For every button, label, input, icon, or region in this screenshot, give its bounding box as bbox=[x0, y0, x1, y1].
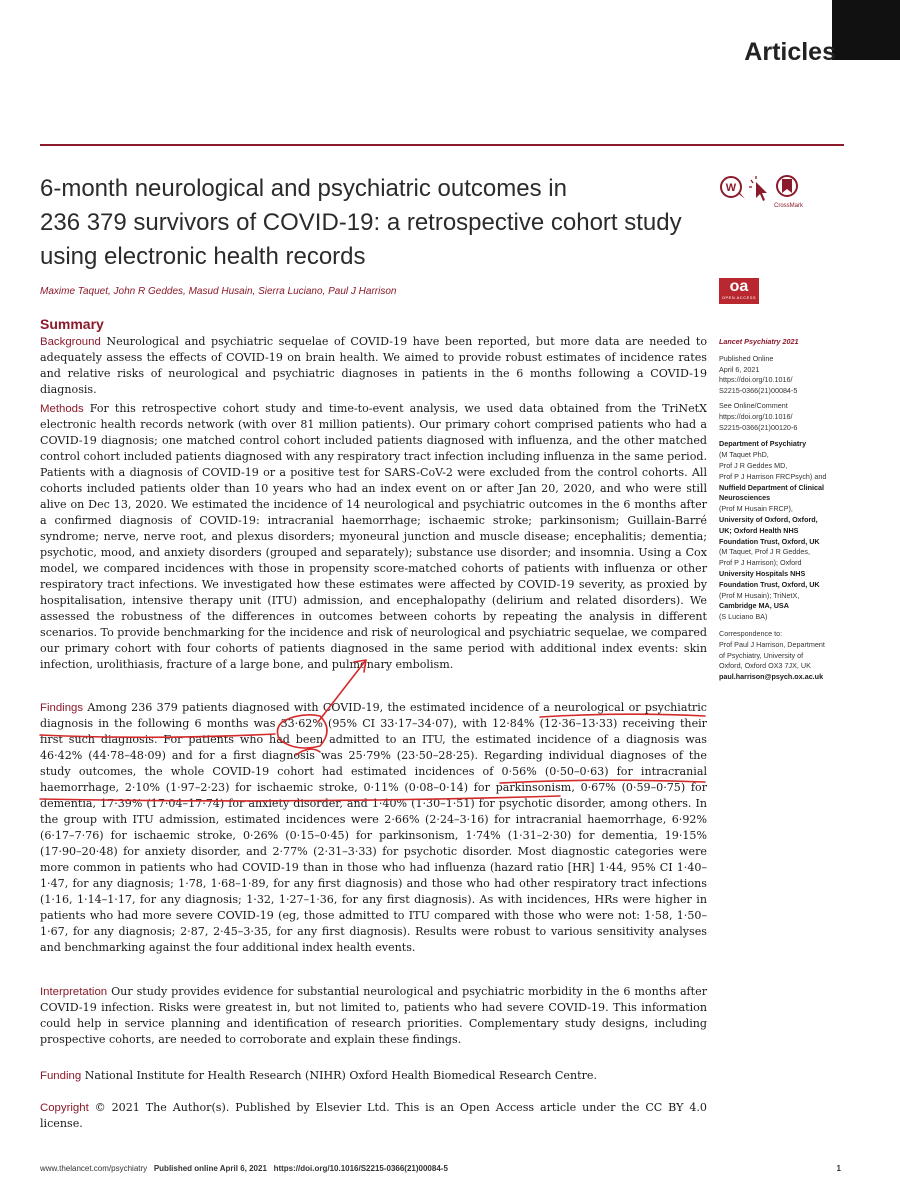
affiliation-line: (Prof M Husain); TriNetX, bbox=[719, 590, 800, 600]
crossmark-label: CrossMark bbox=[774, 203, 804, 209]
affiliation-line: (Prof M Husain FRCP), bbox=[719, 504, 793, 514]
copyright-label: Copyright bbox=[40, 1102, 89, 1114]
interpretation-label: Interpretation bbox=[40, 986, 108, 998]
findings-paragraph bbox=[40, 700, 707, 956]
affiliation-line: University Hospitals NHS bbox=[719, 568, 806, 578]
sidebar-citation bbox=[719, 337, 849, 683]
affiliation-line: Cambridge MA, USA bbox=[719, 601, 789, 611]
see-comment-label: See Online/Comment bbox=[719, 400, 788, 410]
correspondence-line: Prof Paul J Harrison, Department bbox=[719, 639, 825, 649]
methods-label: Methods bbox=[40, 403, 84, 415]
affiliations bbox=[719, 439, 849, 623]
affiliation-line: Foundation Trust, Oxford, UK bbox=[719, 579, 820, 589]
authors: Maxime Taquet, John R Geddes, Masud Husain, Sierra Luciano, Paul J Harrison bbox=[40, 286, 397, 297]
correspondence-line: Oxford, Oxford OX3 7JX, UK bbox=[719, 661, 811, 671]
affiliation-line: Prof J R Geddes MD, bbox=[719, 460, 788, 470]
oa-sub-label: OPEN ACCESS bbox=[721, 295, 757, 300]
copyright-text: © 2021 The Author(s). Published by Elsevier Ltd. This is an Open Access article under the CC BY 4.0 license. bbox=[40, 1101, 707, 1130]
findings-label: Findings bbox=[40, 702, 84, 714]
crossmark-icon[interactable] bbox=[777, 176, 797, 196]
published-label: Published Online bbox=[719, 353, 774, 363]
published-date: April 6, 2021 bbox=[719, 364, 760, 374]
findings-text: Among 236 379 patients diagnosed with COVID-19, the estimated incidence of a neurological or psychiatric diagnosis in the following 6 months was 33·62% (95% CI 33·17–34·07), with 12·84% (12·36–13·33) receiving their first such diagnosis. For patients who had been admitted to an ITU, the estimated incidence of a diagnosis was 46·42% (44·78–48·09) and for a first diagnosis was 25·79% (23·50–28·25). Regarding individual diagnoses of the study outcomes, the whole COVID-19 cohort had estimated incidences of 0·56% (0·50–0·63) for intracranial haemorrhage, 2·10% (1·97–2·23) for ischaemic stroke, 0·11% (0·08–0·14) for parkinsonism, 0·67% (0·59–0·75) for dementia, 17·39% (17·04–17·74) for anxiety disorder, and 1·40% (1·30–1·51) for psychotic disorder, among others. In the group with ITU admission, estimated incidences were 2·66% (2·24–3·16) for intracranial haemorrhage, 6·92% (6·17–7·76) for ischaemic stroke, 0·26% (0·15–0·45) for parkinsonism, 1·74% (1·31–2·30) for dementia, 19·15% (17·90–20·48) for anxiety disorder, and 2·77% (2·31–3·33) for psychotic disorder. Most diagnostic categories were more common in patients who had COVID-19 than in those who had influenza (hazard ratio [HR] 1·44, 95% CI 1·40–1·47, for any diagnosis; 1·78, 1·68–1·89, for any first diagnosis) and those who had other respiratory tract infections (1·16, 1·14–1·17, for any diagnosis; 1·32, 1·27–1·36, for any first diagnosis). As with incidences, HRs were higher in patients who had more severe COVID-19 (eg, those admitted to ITU compared with those who were not: 1·58, 1·50–1·67, for any diagnosis; 2·87, 2·45–3·35, for any first diagnosis). Results were robust to various sensitivity analyses and benchmarking against the four additional index health events. bbox=[40, 701, 707, 954]
affiliation-line: Neurosciences bbox=[719, 493, 771, 503]
affiliation-line: Nuffield Department of Clinical bbox=[719, 482, 825, 492]
footer-site[interactable]: www.thelancet.com/psychiatry bbox=[40, 1164, 148, 1173]
title-line: 236 379 survivors of COVID-19: a retrospective cohort study bbox=[40, 209, 682, 236]
page-edge-tab bbox=[832, 0, 900, 60]
correspondence-label: Correspondence to: bbox=[719, 628, 783, 638]
title-line: 6-month neurological and psychiatric outcomes in bbox=[40, 175, 567, 202]
summary-heading: Summary bbox=[40, 316, 104, 332]
cursor-icon[interactable] bbox=[749, 176, 767, 201]
oa-label: oa bbox=[729, 278, 749, 295]
doi-link-part[interactable]: https://doi.org/10.1016/ bbox=[719, 375, 793, 385]
article-title bbox=[40, 172, 720, 274]
affiliation-line: UK; Oxford Health NHS bbox=[719, 525, 799, 535]
section-label: Articles bbox=[744, 38, 836, 66]
copyright-paragraph bbox=[40, 1100, 707, 1132]
comment-icon[interactable] bbox=[721, 177, 745, 199]
affiliation-line: Foundation Trust, Oxford, UK bbox=[719, 536, 820, 546]
correspondence-line: of Psychiatry, University of bbox=[719, 650, 804, 660]
correspondence-email[interactable]: paul.harrison@psych.ox.ac.uk bbox=[719, 672, 824, 682]
journal-citation: Lancet Psychiatry 2021 bbox=[719, 337, 799, 346]
background-label: Background bbox=[40, 336, 101, 348]
footer-published: Published online April 6, 2021 bbox=[153, 1164, 267, 1173]
page-footer bbox=[40, 1164, 845, 1173]
affiliation-line: (M Taquet PhD, bbox=[719, 450, 769, 460]
funding-text: National Institute for Health Research (NIHR) Oxford Health Biomedical Research Centre. bbox=[84, 1069, 597, 1082]
funding-paragraph bbox=[40, 1068, 707, 1084]
page-number: 1 bbox=[836, 1164, 841, 1173]
interpretation-text: Our study provides evidence for substantial neurological and psychiatric morbidity in the 6 months after COVID-19 infection. Risks were greatest in, but not limited to, patients who had severe COVID-19. This information could help in service planning and identification of research priorities. Complementary study designs, including prospective cohorts, are needed to corroborate and explain these findings. bbox=[40, 985, 707, 1046]
footer-doi[interactable]: https://doi.org/10.1016/S2215-0366(21)00084-5 bbox=[273, 1164, 448, 1173]
funding-label: Funding bbox=[40, 1070, 82, 1082]
comment-doi-link-part[interactable]: https://doi.org/10.1016/ bbox=[719, 411, 793, 421]
affiliation-line: University of Oxford, Oxford, bbox=[719, 514, 818, 524]
affiliation-line: (S Luciano BA) bbox=[719, 612, 768, 622]
affiliation-line: Department of Psychiatry bbox=[719, 439, 807, 449]
affiliation-line: Prof P J Harrison FRCPsych) and bbox=[719, 471, 827, 481]
title-line: using electronic health records bbox=[40, 243, 366, 270]
methods-text: For this retrospective cohort study and time-to-event analysis, we used data obtained from the TriNetX electronic health records network (with over 81 million patients). Our primary cohort comprised patients who had a COVID-19 diagnosis; one matched control cohort included patients diagnosed with influenza, and the other matched control cohort included patients diagnosed with any respiratory tract infection including influenza in the same period. Patients with a diagnosis of COVID-19 or a positive test for SARS-CoV-2 were excluded from the control cohorts. All cohorts included patients older than 10 years who had an index event on or after Jan 20, 2020, and who were still alive on Dec 13, 2020. We estimated the incidence of 14 neurological and psychiatric outcomes in the 6 months after a confirmed diagnosis of COVID-19: intracranial haemorrhage; ischaemic stroke; parkinsonism; Guillain-Barré syndrome; nerve, nerve root, and plexus disorders; myoneural junction and muscle disease; encephalitis; dementia; psychotic, mood, and anxiety disorders (grouped and separately); substance use disorder; and insomnia. Using a Cox model, we compared incidences with those in propensity score-matched cohorts of patients with influenza or other respiratory tract infections. We investigated how these estimates were affected by COVID-19 severity, as proxied by hospitalisation, intensive therapy unit (ITU) admission, and encephalopathy (delirium and related disorders). We assessed the robustness of the differences in outcomes between cohorts by repeating the analysis in different scenarios. To provide benchmarking for the incidence and risk of neurological and psychiatric sequelae, we compared our primary cohort with four cohorts of patients diagnosed in the same period with additional index events: skin infection, urolithiasis, fracture of a large bone, and pulmonary embolism. bbox=[40, 402, 707, 671]
interpretation-paragraph bbox=[40, 984, 707, 1048]
open-access-badge bbox=[719, 278, 759, 304]
comment-doi-link-part[interactable]: S2215-0366(21)00120-6 bbox=[719, 422, 798, 432]
methods-paragraph bbox=[40, 401, 707, 673]
background-text: Neurological and psychiatric sequelae of COVID-19 have been reported, but more data are needed to adequately assess the effects of COVID-19 on brain health. We aimed to provide robust estimates of incidence rates and relative risks of neurological and psychiatric diagnoses in patients in the 6 months following a COVID-19 diagnosis. bbox=[40, 335, 708, 396]
svg-text:W: W bbox=[725, 182, 737, 194]
affiliation-line: Prof P J Harrison); Oxford bbox=[719, 558, 802, 568]
affiliation-line: (M Taquet, Prof J R Geddes, bbox=[719, 547, 810, 557]
doi-link-part[interactable]: S2215-0366(21)00084-5 bbox=[719, 386, 798, 396]
header-rule bbox=[40, 144, 844, 146]
background-paragraph bbox=[40, 334, 707, 398]
